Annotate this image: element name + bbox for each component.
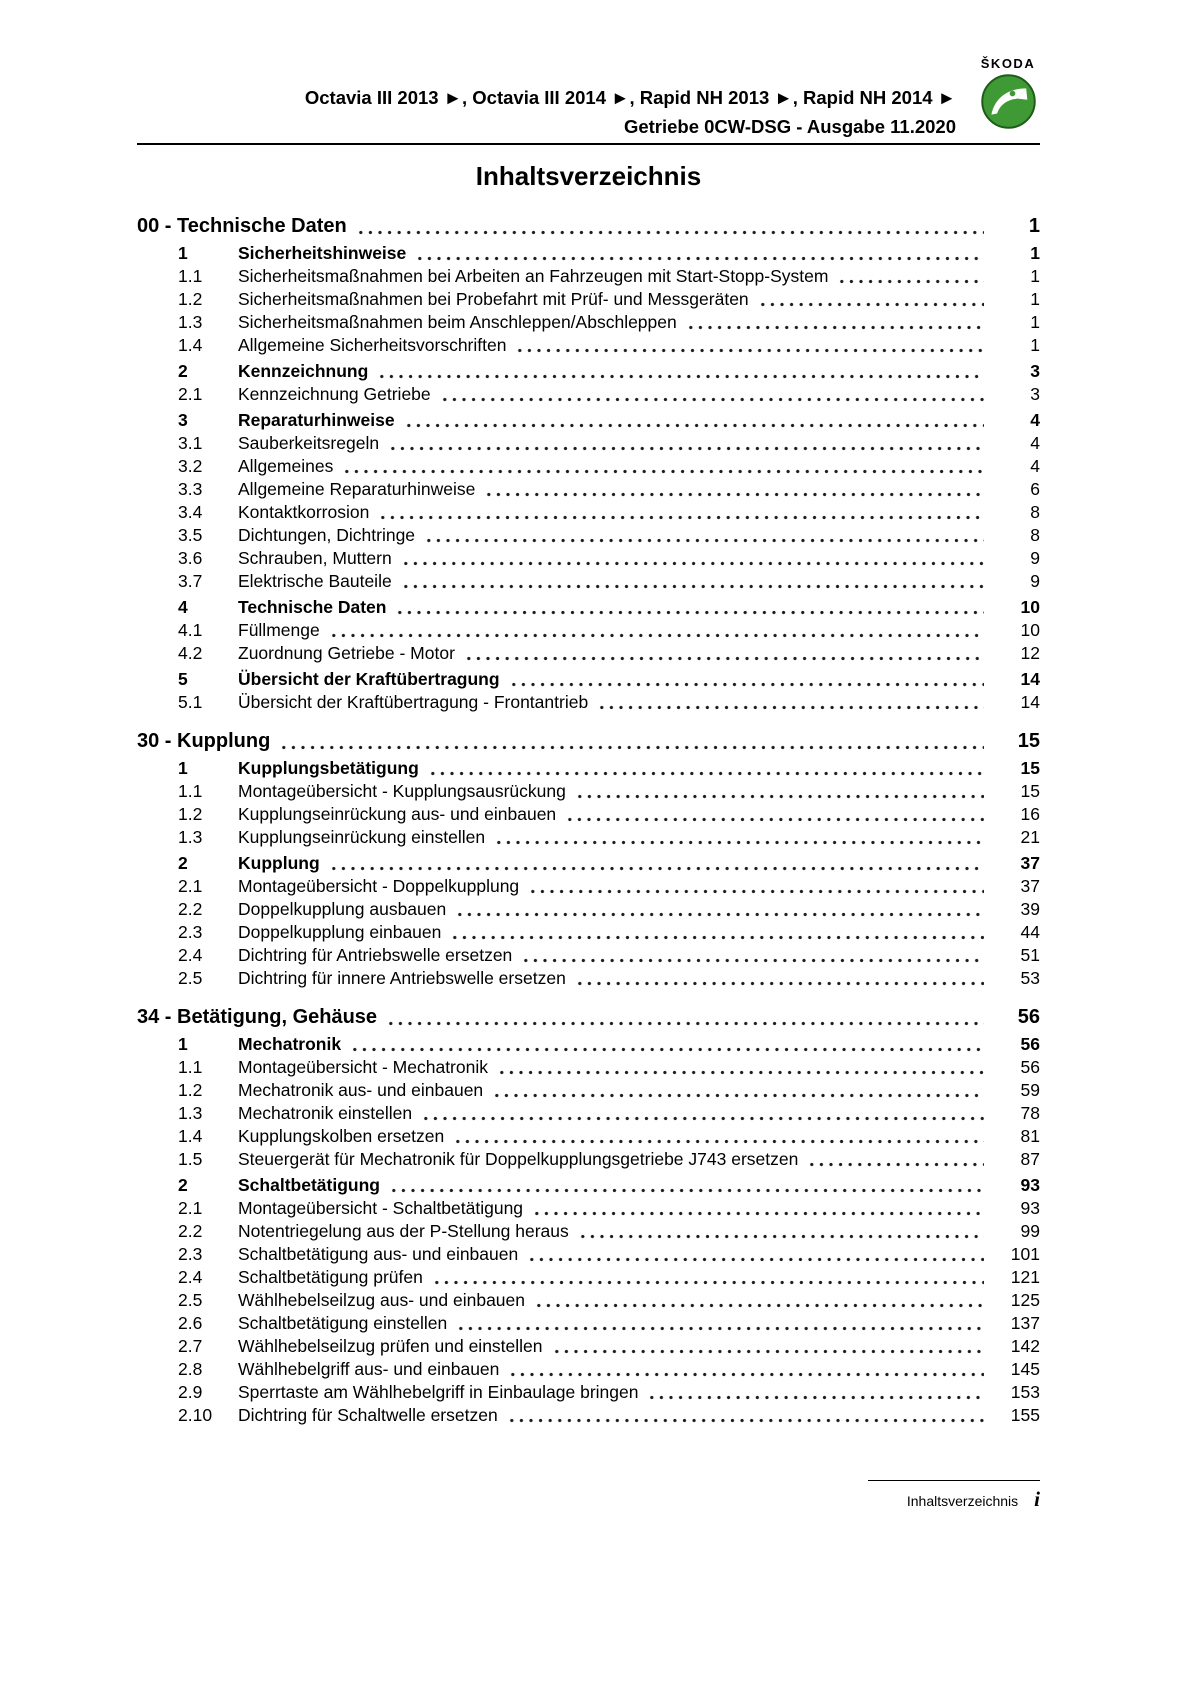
toc-entry-row[interactable] [137,1125,1040,1148]
toc-entry-row[interactable] [137,383,1040,406]
dot-leader [453,1125,984,1148]
toc-entry-number: 1.2 [178,1080,203,1100]
page-header [137,56,1040,145]
toc-entry-number: 1.5 [178,1149,203,1169]
toc-chapter-title: 00 - Technische Daten [137,215,347,237]
toc-entry-row[interactable] [137,1289,1040,1312]
toc-entry-row[interactable] [137,803,1040,826]
toc-entry-page: 15 [1020,758,1040,778]
dot-leader [456,1312,984,1335]
toc-entry-page: 1 [1030,243,1040,263]
toc-entry-row[interactable] [137,1312,1040,1335]
toc-entry-row[interactable] [137,967,1040,990]
dot-leader [527,1243,984,1266]
dot-leader [807,1148,984,1171]
dot-leader [508,1358,984,1381]
footer-page-number: i [1034,1487,1040,1511]
toc-entry-row[interactable] [137,691,1040,714]
toc-entry-number: 3.1 [178,433,203,453]
toc-entry-title: Mechatronik aus- und einbauen [238,1080,484,1100]
skoda-logo [976,56,1040,130]
toc-entry-row[interactable] [137,1266,1040,1289]
toc-entry-number: 3.3 [178,479,203,499]
toc-entry-page: 9 [1030,571,1040,591]
toc-entry-title: Notentriegelung aus der P-Stellung heraus [238,1221,569,1241]
toc-entry-row[interactable] [137,288,1040,311]
toc-entry-number: 2.6 [178,1313,203,1333]
toc-entry-page: 12 [1020,643,1040,663]
toc-entry-number: 1.2 [178,804,203,824]
dot-leader [497,1056,984,1079]
toc-entry-title: Doppelkupplung ausbauen [238,899,447,919]
toc-entry-row[interactable] [137,265,1040,288]
toc-entry-page: 37 [1020,876,1040,896]
toc-entry-number: 3.6 [178,548,203,568]
toc-entry-row[interactable] [137,360,1040,383]
toc-entry-title: Montageübersicht - Doppelkupplung [238,876,520,896]
toc-entry-row[interactable] [137,501,1040,524]
toc-entry-number: 3.2 [178,456,203,476]
toc-entry-page: 37 [1020,853,1040,873]
toc-entry-number: 2.3 [178,922,203,942]
dot-leader [377,360,984,383]
toc-chapter-page: 15 [1017,730,1040,752]
toc-entry-number: 2.7 [178,1336,203,1356]
skoda-wordmark: ŠKODA [980,56,1036,71]
toc-entry-page: 99 [1020,1221,1040,1241]
toc-entry-title: Mechatronik [238,1034,342,1054]
toc-entry-number: 2.5 [178,968,203,988]
toc-entry-number: 2.2 [178,899,203,919]
toc-entry-number: 4 [178,597,188,617]
toc-entry-title: Doppelkupplung einbauen [238,922,442,942]
dot-leader [464,642,984,665]
toc-entry-page: 87 [1020,1149,1040,1169]
toc-entry-title: Sicherheitsmaßnahmen bei Probefahrt mit Prüf- und Messgeräten [238,289,749,309]
toc-entry-page: 15 [1020,781,1040,801]
toc-entry-number: 2.4 [178,945,203,965]
dot-leader [401,570,984,593]
toc-entry-number: 2.3 [178,1244,203,1264]
toc-entry-page: 3 [1030,384,1040,404]
toc-entry-row[interactable] [137,1243,1040,1266]
toc-entry-title: Schaltbetätigung aus- und einbauen [238,1244,519,1264]
toc-entry-title: Mechatronik einstellen [238,1103,413,1123]
toc-entry-row[interactable] [137,1174,1040,1197]
toc-entry-row[interactable] [137,1056,1040,1079]
toc-entry-row[interactable] [137,1358,1040,1381]
toc-entry-title: Dichtring für Schaltwelle ersetzen [238,1405,498,1425]
toc-entry-title: Übersicht der Kraftübertragung - Frontantrieb [238,692,589,712]
toc-entry-page: 8 [1030,525,1040,545]
dot-leader [415,242,984,265]
page-title: Inhaltsverzeichnis [475,161,702,191]
toc-entry-row[interactable] [137,478,1040,501]
toc-entry-title: Montageübersicht - Kupplungsausrückung [238,781,566,801]
dot-leader [388,432,984,455]
toc-entry-number: 1.2 [178,289,203,309]
dot-leader [342,455,984,478]
toc-entry-title: Schaltbetätigung einstellen [238,1313,448,1333]
skoda-badge-icon [980,73,1037,130]
toc-entry-title: Dichtring für Antriebswelle ersetzen [238,945,513,965]
toc-entry-page: 9 [1030,548,1040,568]
toc-entry-page: 4 [1030,456,1040,476]
footer-divider [868,1480,1040,1481]
toc-entry-page: 14 [1020,669,1040,689]
toc-entry-page: 81 [1020,1126,1040,1146]
dot-leader [455,898,984,921]
toc-entry-row[interactable] [137,668,1040,691]
dot-leader [837,265,984,288]
toc-entry-page: 1 [1030,289,1040,309]
toc-entry-number: 2.8 [178,1359,203,1379]
toc-entry-number: 5 [178,669,188,689]
toc-entry-title: Schaltbetätigung prüfen [238,1267,423,1287]
toc-entry-row[interactable] [137,921,1040,944]
toc-entry-number: 3.4 [178,502,203,522]
dot-leader [350,1033,984,1056]
toc-entry-row[interactable] [137,875,1040,898]
toc-chapter-row[interactable] [137,1005,1040,1030]
toc-entry-title: Allgemeine Reparaturhinweise [238,479,476,499]
toc-entry-title: Reparaturhinweise [238,410,395,430]
toc-entry-page: 93 [1020,1198,1040,1218]
toc-entry-row[interactable] [137,826,1040,849]
toc-entry-page: 39 [1020,899,1040,919]
toc-entry-row[interactable] [137,780,1040,803]
toc-entry-page: 1 [1030,335,1040,355]
toc-entry-row[interactable] [137,524,1040,547]
toc-entry-page: 56 [1020,1034,1040,1054]
toc-entry-page: 121 [1010,1267,1040,1287]
toc-chapter-title: 30 - Kupplung [137,730,271,752]
toc-entry-title: Allgemeine Sicherheitsvorschriften [238,335,507,355]
header-models: Octavia III 2013 ►, Octavia III 2014 ►, Rapid NH 2013 ►, Rapid NH 2014 ► [304,87,956,108]
dot-leader [647,1381,984,1404]
toc-chapter-page: 1 [1028,215,1040,237]
toc-entry-page: 137 [1010,1313,1040,1333]
toc-entry-title: Füllmenge [238,620,320,640]
toc-chapter-row[interactable] [137,214,1040,239]
toc-entry-title: Dichtungen, Dichtringe [238,525,416,545]
toc-entry-number: 1.4 [178,1126,203,1146]
toc-entry-row[interactable] [137,311,1040,334]
toc-entry-row[interactable] [137,409,1040,432]
toc-entry-title: Allgemeines [238,456,334,476]
dot-leader [450,921,984,944]
dot-leader [421,1102,984,1125]
toc-entry-row[interactable] [137,1102,1040,1125]
toc-entry-number: 2 [178,1175,188,1195]
toc-entry-title: Dichtring für innere Antriebswelle ersetzen [238,968,566,988]
dot-leader [575,780,984,803]
toc-entry-row[interactable] [137,570,1040,593]
dot-leader [521,944,984,967]
toc-entry-number: 2.2 [178,1221,203,1241]
dot-leader [578,1220,984,1243]
dot-leader [758,288,984,311]
toc-entry-number: 2.1 [178,1198,203,1218]
toc-chapter-page: 56 [1017,1006,1040,1028]
toc-entry-row[interactable] [137,1079,1040,1102]
toc-entry-title: Elektrische Bauteile [238,571,392,591]
toc-entry-page: 93 [1020,1175,1040,1195]
toc-entry-page: 155 [1010,1405,1040,1425]
toc-entry-title: Sicherheitsmaßnahmen bei Arbeiten an Fahrzeugen mit Start-Stopp-System [238,266,829,286]
dot-leader [532,1197,984,1220]
toc-entry-number: 4.1 [178,620,203,640]
toc-entry-title: Sauberkeitsregeln [238,433,380,453]
toc-entry-row[interactable] [137,1381,1040,1404]
toc-entry-page: 56 [1020,1057,1040,1077]
toc-entry-title: Kupplungsbetätigung [238,758,419,778]
toc-entry-title: Zuordnung Getriebe - Motor [238,643,455,663]
toc-entry-number: 4.2 [178,643,203,663]
toc-entry-title: Montageübersicht - Mechatronik [238,1057,488,1077]
toc-entry-number: 2.4 [178,1267,203,1287]
header-divider [137,143,1040,145]
toc-entry-row[interactable] [137,1197,1040,1220]
toc-entry-page: 3 [1030,361,1040,381]
toc-entry-row[interactable] [137,1148,1040,1171]
dot-leader [389,1174,984,1197]
dot-leader [507,1404,984,1427]
toc-entry-row[interactable] [137,1335,1040,1358]
dot-leader [492,1079,984,1102]
toc-entry-number: 1.4 [178,335,203,355]
dot-leader [356,214,984,239]
toc-entry-page: 14 [1020,692,1040,712]
dot-leader [424,524,984,547]
toc-entry-number: 3.7 [178,571,203,591]
toc-entry-row[interactable] [137,757,1040,780]
toc-entry-number: 1.1 [178,1057,203,1077]
toc-entry-title: Kupplungseinrückung aus- und einbauen [238,804,557,824]
toc-entry-page: 1 [1030,266,1040,286]
toc-entry-title: Sperrtaste am Wählhebelgriff in Einbaulage bringen [238,1382,639,1402]
dot-leader [378,501,984,524]
toc-entry-title: Wählhebelseilzug aus- und einbauen [238,1290,526,1310]
dot-leader [484,478,984,501]
toc-entry-title: Kupplungseinrückung einstellen [238,827,486,847]
toc-entry-title: Übersicht der Kraftübertragung [238,669,500,689]
dot-leader [494,826,984,849]
toc-entry-number: 2.10 [178,1405,213,1425]
toc-chapter-title: 34 - Betätigung, Gehäuse [137,1006,378,1028]
toc-entry-title: Schaltbetätigung [238,1175,380,1195]
toc-entry-number: 5.1 [178,692,203,712]
toc-entry-row[interactable] [137,596,1040,619]
dot-leader [279,729,984,754]
dot-leader [401,547,984,570]
toc-entry-number: 1.3 [178,827,203,847]
toc-entry-title: Wählhebelgriff aus- und einbauen [238,1359,500,1379]
toc-entry-title: Kupplungskolben ersetzen [238,1126,445,1146]
toc-entry-page: 21 [1020,827,1040,847]
toc-entry-number: 3 [178,410,188,430]
toc-entry-number: 2.9 [178,1382,203,1402]
toc-entry-row[interactable] [137,242,1040,265]
toc-entry-page: 1 [1030,312,1040,332]
page-footer [868,1480,1040,1512]
dot-leader [528,875,984,898]
toc-entry-row[interactable] [137,852,1040,875]
toc-entry-title: Sicherheitsmaßnahmen beim Anschleppen/Abschleppen [238,312,677,332]
toc-chapter-row[interactable] [137,729,1040,754]
toc-entry-title: Steuergerät für Mechatronik für Doppelkupplungsgetriebe J743 ersetzen [238,1149,799,1169]
toc-entry-title: Kontaktkorrosion [238,502,370,522]
dot-leader [329,619,984,642]
toc-entry-row[interactable] [137,642,1040,665]
toc-entry-number: 1.1 [178,266,203,286]
toc-entry-page: 125 [1010,1290,1040,1310]
toc-entry-page: 51 [1020,945,1040,965]
toc-entry-number: 1 [178,1034,188,1054]
toc-entry-number: 2.1 [178,384,203,404]
dot-leader [597,691,984,714]
dot-leader [329,852,984,875]
toc-entry-row[interactable] [137,334,1040,357]
toc-entry-number: 2 [178,853,188,873]
dot-leader [565,803,984,826]
toc-entry-title: Kennzeichnung [238,361,369,381]
header-subtitle: Getriebe 0CW-DSG - Ausgabe 11.2020 [623,116,956,137]
toc-entry-row[interactable] [137,432,1040,455]
toc-entry-number: 2 [178,361,188,381]
toc-entry-page: 6 [1030,479,1040,499]
toc-entry-page: 101 [1010,1244,1040,1264]
dot-leader [552,1335,984,1358]
toc-entry-page: 142 [1010,1336,1040,1356]
dot-leader [534,1289,984,1312]
dot-leader [404,409,984,432]
dot-leader [432,1266,984,1289]
toc-entry-row[interactable] [137,944,1040,967]
toc-entry-title: Kennzeichnung Getriebe [238,384,431,404]
toc-entry-title: Kupplung [238,853,320,873]
toc-entry-page: 8 [1030,502,1040,522]
toc-entry-title: Sicherheitshinweise [238,243,407,263]
toc-entry-title: Wählhebelseilzug prüfen und einstellen [238,1336,543,1356]
dot-leader [686,311,984,334]
dot-leader [515,334,984,357]
toc-entry-page: 16 [1020,804,1040,824]
toc-entry-number: 1.3 [178,312,203,332]
toc-entry-number: 3.5 [178,525,203,545]
toc-entry-number: 2.1 [178,876,203,896]
dot-leader [575,967,984,990]
toc-entry-row[interactable] [137,455,1040,478]
toc-entry-page: 10 [1020,620,1040,640]
toc-entry-title: Technische Daten [238,597,387,617]
footer-label: Inhaltsverzeichnis [906,1493,1019,1509]
toc-entry-row[interactable] [137,898,1040,921]
toc-entry-page: 44 [1020,922,1040,942]
toc-entry-row[interactable] [137,1404,1040,1427]
dot-leader [395,596,984,619]
dot-leader [386,1005,984,1030]
toc-entry-number: 1.1 [178,781,203,801]
toc-entry-number: 1.3 [178,1103,203,1123]
toc-entry-row[interactable] [137,1033,1040,1056]
dot-leader [440,383,984,406]
toc-entry-page: 78 [1020,1103,1040,1123]
toc-entry-title: Schrauben, Muttern [238,548,392,568]
dot-leader [509,668,984,691]
toc-entry-page: 4 [1030,410,1040,430]
toc-entry-row[interactable] [137,619,1040,642]
toc-entry-page: 4 [1030,433,1040,453]
toc-entry-number: 1 [178,758,188,778]
toc-entry-page: 153 [1010,1382,1040,1402]
dot-leader [428,757,984,780]
toc-entry-page: 59 [1020,1080,1040,1100]
toc-entry-row[interactable] [137,1220,1040,1243]
toc [137,214,1040,1427]
toc-entry-row[interactable] [137,547,1040,570]
toc-entry-page: 53 [1020,968,1040,988]
toc-entry-number: 1 [178,243,188,263]
header-text [305,56,956,139]
toc-entry-page: 10 [1020,597,1040,617]
toc-entry-title: Montageübersicht - Schaltbetätigung [238,1198,524,1218]
toc-entry-page: 145 [1010,1359,1040,1379]
toc-entry-number: 2.5 [178,1290,203,1310]
